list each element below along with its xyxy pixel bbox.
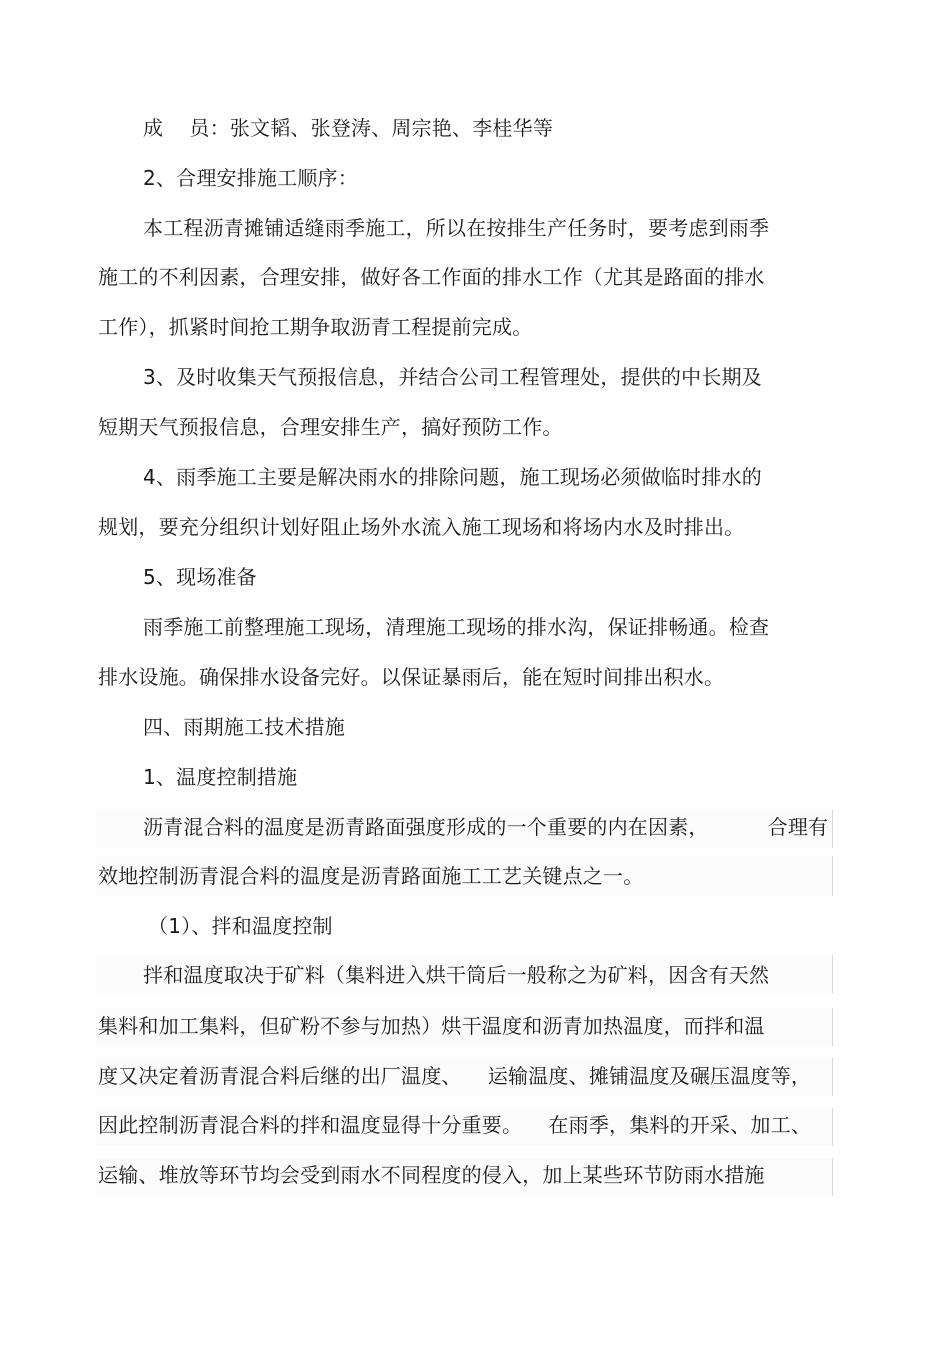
section-heading: 四、雨期施工技术措施 bbox=[143, 715, 345, 739]
paragraph-line: 运输、堆放等环节均会受到雨水不同程度的侵入，加上某些环节防雨水措施 bbox=[98, 1163, 765, 1187]
paragraph-line: 工作），抓紧时间抢工期争取沥青工程提前完成。 bbox=[98, 315, 533, 339]
section-heading: 2、合理安排施工顺序： bbox=[143, 166, 358, 190]
paragraph-line: 规划，要充分组织计划好阻止场外水流入施工现场和将场内水及时排出。 bbox=[98, 515, 745, 539]
paragraph-line: 效地控制沥青混合料的温度是沥青路面施工工艺关键点之一。 bbox=[98, 864, 644, 888]
paragraph-line: 本工程沥青摊铺适缝雨季施工，所以在按排生产任务时，要考虑到雨季 bbox=[143, 216, 770, 240]
paragraph-line: 集料和加工集料，但矿粉不参与加热）烘干温度和沥青加热温度，而拌和温 bbox=[98, 1014, 765, 1038]
paragraph-line: 施工的不利因素，合理安排，做好各工作面的排水工作（尤其是路面的排水 bbox=[98, 265, 765, 289]
paragraph-line: 3、及时收集天气预报信息，并结合公司工程管理处，提供的中长期及 bbox=[143, 365, 762, 389]
paragraph-line: 4、雨季施工主要是解决雨水的排除问题，施工现场必须做临时排水的 bbox=[143, 465, 762, 489]
section-heading: （1）、拌和温度控制 bbox=[148, 914, 333, 938]
section-heading: 1、温度控制措施 bbox=[143, 765, 298, 789]
paragraph-line: 拌和温度取决于矿料（集料进入烘干筒后一般称之为矿料，因含有天然 bbox=[143, 963, 770, 987]
paragraph-line: 因此控制沥青混合料的拌和温度显得十分重要。 在雨季，集料的开采、加工、 bbox=[98, 1113, 812, 1137]
member-list-line: 成 员：张文韬、张登涛、周宗艳、李桂华等 bbox=[143, 116, 554, 140]
paragraph-line: 短期天气预报信息，合理安排生产，搞好预防工作。 bbox=[98, 415, 563, 439]
paragraph-line: 沥青混合料的温度是沥青路面强度形成的一个重要的内在因素， 合理有 bbox=[143, 815, 829, 839]
section-heading: 5、现场准备 bbox=[143, 565, 257, 589]
paragraph-line: 雨季施工前整理施工现场，清理施工现场的排水沟，保证排畅通。检查 bbox=[143, 615, 770, 639]
paragraph-line: 度又决定着沥青混合料后继的出厂温度、 运输温度、摊铺温度及碾压温度等， bbox=[98, 1064, 812, 1088]
paragraph-line: 排水设施。确保排水设备完好。以保证暴雨后，能在短时间排出积水。 bbox=[98, 665, 725, 689]
